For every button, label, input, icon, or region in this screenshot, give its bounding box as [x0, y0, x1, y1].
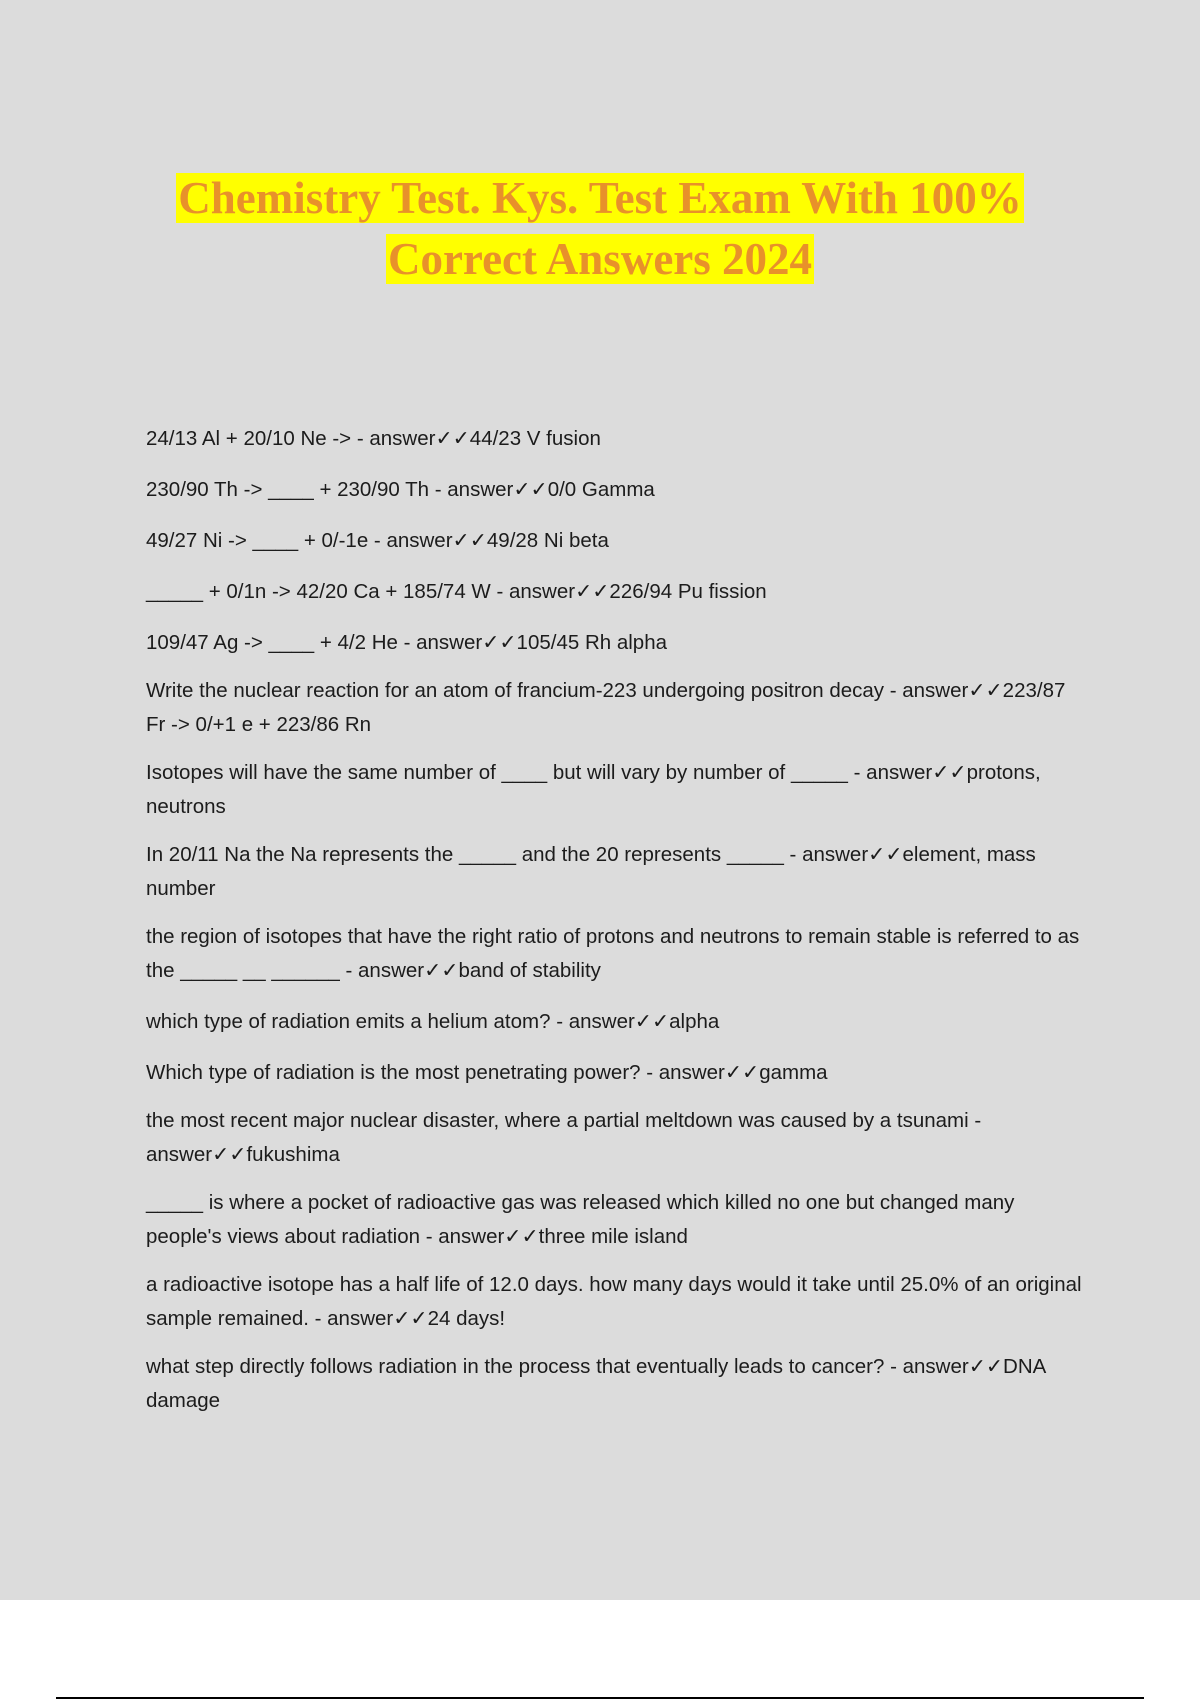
- title-line-1: Chemistry Test. Kys. Test Exam With 100%: [178, 173, 1022, 223]
- qa-item: what step directly follows radiation in the process that eventually leads to cancer? - answer✓✓DNA damage: [146, 1355, 1046, 1412]
- qa-item: In 20/11 Na the Na represents the _____ and the 20 represents _____ - answer✓✓element, mass number: [146, 843, 1036, 900]
- document-title: [0, 168, 1200, 290]
- qa-item: 230/90 Th -> ____ + 230/90 Th - answer✓✓0/0 Gamma: [146, 478, 655, 501]
- qa-item: Write the nuclear reaction for an atom of francium-223 undergoing positron decay - answer✓✓223/87 Fr -> 0/+1 e + 223/86 Rn: [146, 679, 1066, 736]
- qa-item: 24/13 Al + 20/10 Ne -> - answer✓✓44/23 V fusion: [146, 427, 601, 450]
- qa-item: 109/47 Ag -> ____ + 4/2 He - answer✓✓105/45 Rh alpha: [146, 631, 668, 654]
- qa-item: a radioactive isotope has a half life of 12.0 days. how many days would it take until 25.0% of an original sample remained. - answer✓✓24 days!: [146, 1273, 1082, 1330]
- footer-divider: [56, 1697, 1144, 1699]
- qa-item: which type of radiation emits a helium atom? - answer✓✓alpha: [146, 1010, 720, 1033]
- qa-item: _____ is where a pocket of radioactive gas was released which killed no one but changed many people's views about radiation - answer✓✓three mile island: [146, 1191, 1015, 1248]
- qa-item: _____ + 0/1n -> 42/20 Ca + 185/74 W - answer✓✓226/94 Pu fission: [146, 580, 767, 603]
- qa-item: Isotopes will have the same number of ____ but will vary by number of _____ - answer✓✓protons, neutrons: [146, 761, 1041, 818]
- qa-item: Which type of radiation is the most penetrating power? - answer✓✓gamma: [146, 1061, 828, 1084]
- qa-item: the region of isotopes that have the right ratio of protons and neutrons to remain stable is referred to as the _____ __ ______ - answer✓✓band of stability: [146, 925, 1080, 982]
- title-line-2: Correct Answers 2024: [387, 234, 813, 284]
- qa-item: the most recent major nuclear disaster, where a partial meltdown was caused by a tsunami - answer✓✓fukushima: [146, 1109, 982, 1166]
- question-answer-list: [146, 422, 1086, 1435]
- qa-item: 49/27 Ni -> ____ + 0/-1e - answer✓✓49/28 Ni beta: [146, 529, 609, 552]
